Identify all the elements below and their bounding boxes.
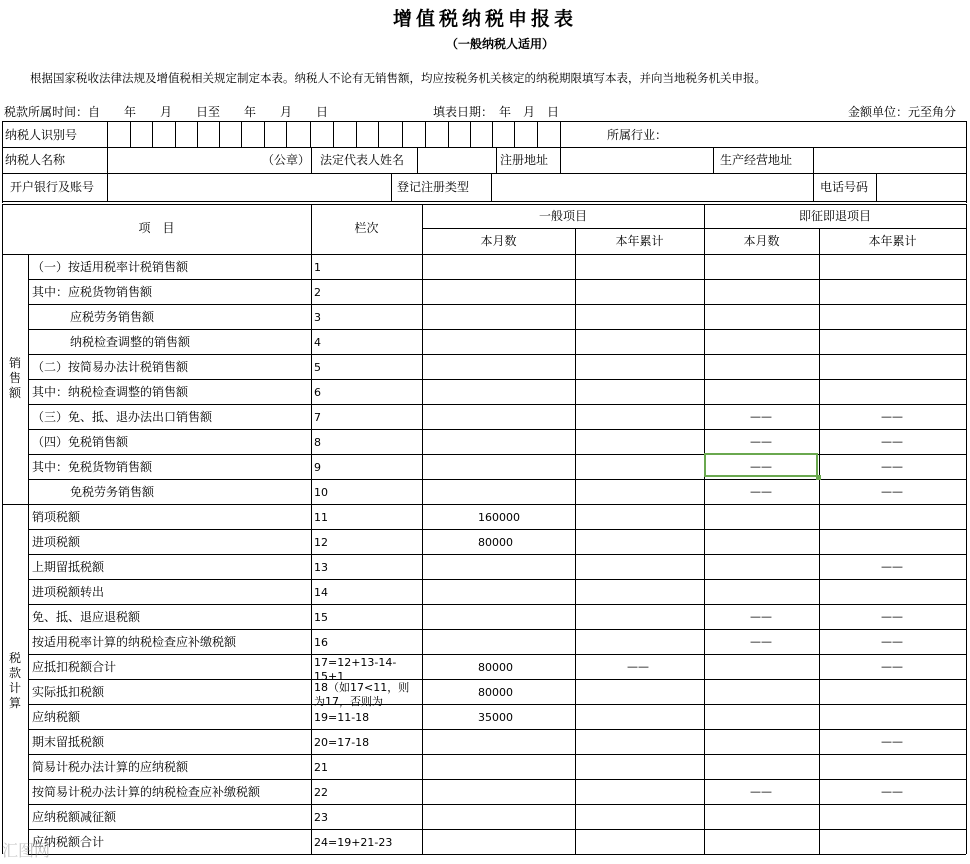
table-row-line — [28, 379, 966, 380]
refund-year-value: —— — [881, 660, 903, 673]
row-line-no: 18（如17<11，则为17，否则为 — [314, 681, 410, 708]
column-header-general-month: 本月数 — [480, 234, 517, 248]
row-label: （一）按适用税率计税销售额 — [32, 260, 189, 274]
general-month-value: 80000 — [478, 686, 513, 699]
column-header-refund-month: 本月数 — [743, 234, 780, 248]
row-line-no: 15 — [314, 611, 328, 624]
table-row-line — [28, 404, 966, 405]
refund-month-value: —— — [750, 460, 772, 473]
row-label: 免、抵、退应退税额 — [32, 610, 141, 624]
refund-year-value: —— — [881, 410, 903, 423]
row-label: 应纳税额减征额 — [32, 810, 117, 824]
grid-line-h — [2, 121, 966, 122]
refund-year-value: —— — [881, 435, 903, 448]
row-label: 进项税额 — [32, 535, 81, 549]
grid-line-v — [2, 204, 3, 854]
refund-month-value: —— — [750, 610, 772, 623]
id-digit-box — [492, 121, 493, 147]
row-line-no: 1 — [314, 261, 321, 274]
refund-year-value: —— — [881, 610, 903, 623]
grid-line-v — [491, 173, 492, 201]
row-line-no: 16 — [314, 636, 328, 649]
refund-month-value: —— — [750, 635, 772, 648]
general-month-value: 80000 — [478, 536, 513, 549]
row-label: 其中：应税货物销售额 — [32, 285, 153, 299]
row-line-no: 11 — [314, 511, 328, 524]
row-line-no: 2 — [314, 286, 321, 299]
grid-line-v — [966, 121, 967, 203]
grid-line-v — [813, 147, 814, 173]
refund-month-value: —— — [750, 485, 772, 498]
table-row-line — [28, 679, 966, 680]
grid-line-h — [422, 228, 966, 229]
grid-line-v — [417, 147, 418, 173]
row-label: 应纳税额 — [32, 710, 81, 724]
id-digit-box — [333, 121, 334, 147]
id-digit-box — [264, 121, 265, 147]
row-label: 免税劳务销售额 — [34, 485, 155, 499]
row-label: 应抵扣税额合计 — [32, 660, 117, 674]
row-label: （四）免税销售额 — [32, 435, 129, 449]
row-label: 期末留抵税额 — [32, 735, 105, 749]
grid-line-v — [966, 204, 967, 854]
refund-month-value: —— — [750, 785, 772, 798]
row-line-no: 14 — [314, 586, 328, 599]
grid-line-v — [876, 173, 877, 201]
grid-line-h — [2, 201, 966, 202]
row-line-no: 4 — [314, 336, 321, 349]
table-row-line — [28, 504, 966, 505]
section-label-sales: 售 — [8, 371, 21, 385]
taxpayer-id-label: 纳税人识别号 — [5, 128, 78, 142]
column-header-general: 一般项目 — [538, 209, 587, 223]
table-row-line — [28, 529, 966, 530]
grid-line-v — [107, 173, 108, 201]
refund-year-value: —— — [881, 460, 903, 473]
general-month-value: 35000 — [478, 711, 513, 724]
refund-month-value: —— — [750, 410, 772, 423]
table-row-line — [28, 654, 966, 655]
section-label-sales: 额 — [8, 386, 21, 400]
id-digit-box — [241, 121, 242, 147]
row-label: 按简易计税办法计算的纳税检查应补缴税额 — [32, 785, 261, 799]
row-label: 纳税检查调整的销售额 — [34, 335, 191, 349]
row-line-no: 24=19+21-23 — [314, 836, 393, 849]
row-label: 销项税额 — [32, 510, 81, 524]
id-digit-box — [152, 121, 153, 147]
table-row-line — [28, 804, 966, 805]
grid-line-v — [819, 228, 820, 854]
row-label: 实际抵扣税额 — [32, 685, 105, 699]
row-line-no: 21 — [314, 761, 328, 774]
grid-line-v — [813, 173, 814, 201]
phone-label: 电话号码 — [820, 180, 869, 194]
table-row-line — [28, 854, 966, 855]
business-address-label: 生产经营地址 — [720, 153, 793, 167]
row-line-no: 5 — [314, 361, 321, 374]
grid-line-v — [496, 147, 497, 173]
id-digit-box — [537, 121, 538, 147]
grid-line-v — [391, 173, 392, 201]
id-digit-box — [470, 121, 471, 147]
legal-rep-label: 法定代表人姓名 — [320, 153, 405, 167]
grid-line-v — [107, 147, 108, 173]
table-row-line — [28, 629, 966, 630]
refund-year-value: —— — [881, 635, 903, 648]
row-line-no: 20=17-18 — [314, 736, 370, 749]
row-label: 应税劳务销售额 — [34, 310, 155, 324]
grid-line-h — [2, 504, 28, 505]
form-instruction: 根据国家税收法律法规及增值税相关规定制定本表。纳税人不论有无销售额，均应按税务机关核定的纳税期限填写本表，并向当地税务机关申报。 — [30, 71, 766, 85]
grid-line-v — [2, 121, 3, 203]
watermark: 汇图网 — [2, 841, 51, 860]
row-line-no: 10 — [314, 486, 328, 499]
table-row-line — [28, 554, 966, 555]
refund-year-value: —— — [881, 785, 903, 798]
section-label-tax: 计 — [8, 681, 21, 695]
table-row-line — [28, 604, 966, 605]
id-digit-box — [175, 121, 176, 147]
grid-line-v — [713, 147, 714, 173]
id-digit-box — [514, 121, 515, 147]
id-digit-box — [130, 121, 131, 147]
column-header-item: 项 目 — [138, 221, 175, 235]
row-line-no: 17=12+13-14-15+1 — [314, 656, 397, 683]
refund-month-value: —— — [750, 435, 772, 448]
grid-line-v — [560, 147, 561, 173]
bank-account-label: 开户银行及账号 — [10, 180, 95, 194]
amount-unit: 金额单位：元至角分 — [848, 105, 957, 119]
table-row-line — [28, 329, 966, 330]
row-line-no: 6 — [314, 386, 321, 399]
refund-year-value: —— — [881, 735, 903, 748]
row-line-no: 9 — [314, 461, 321, 474]
row-line-no: 3 — [314, 311, 321, 324]
grid-line-h — [2, 173, 966, 174]
row-label: 简易计税办法计算的应纳税额 — [32, 760, 189, 774]
row-line-no: 19=11-18 — [314, 711, 370, 724]
selected-cell[interactable] — [704, 453, 818, 477]
refund-year-value: —— — [881, 485, 903, 498]
id-digit-box — [425, 121, 426, 147]
row-label: （二）按简易办法计税销售额 — [32, 360, 189, 374]
row-label: 进项税额转出 — [32, 585, 105, 599]
fill-handle[interactable] — [816, 475, 821, 480]
reg-address-label: 注册地址 — [500, 153, 549, 167]
table-row-line — [28, 479, 966, 480]
row-line-no: 8 — [314, 436, 321, 449]
row-label: 上期留抵税额 — [32, 560, 105, 574]
section-label-tax: 款 — [8, 666, 21, 680]
row-line-no: 23 — [314, 811, 328, 824]
id-digit-box — [197, 121, 198, 147]
table-row-line — [28, 454, 966, 455]
general-month-value: 80000 — [478, 661, 513, 674]
grid-line-v — [311, 147, 312, 173]
row-line-no: 7 — [314, 411, 321, 424]
row-line-no: 12 — [314, 536, 328, 549]
table-row-line — [28, 704, 966, 705]
column-header-line-no: 栏次 — [354, 221, 379, 235]
section-label-tax: 算 — [8, 696, 21, 710]
row-label: 其中：免税货物销售额 — [32, 460, 153, 474]
table-row-line — [28, 429, 966, 430]
grid-line-v — [575, 228, 576, 854]
column-header-refund: 即征即退项目 — [798, 209, 871, 223]
row-line-no: 22 — [314, 786, 328, 799]
row-line-no: 13 — [314, 561, 328, 574]
grid-line-h — [2, 147, 966, 148]
reg-type-label: 登记注册类型 — [397, 180, 470, 194]
table-row-line — [28, 779, 966, 780]
row-label: （三）免、抵、退办法出口销售额 — [32, 410, 213, 424]
refund-year-value: —— — [881, 560, 903, 573]
fill-date: 填表日期： 年 月 日 — [433, 105, 560, 119]
seal-label: （公章） — [262, 153, 311, 167]
industry-label: 所属行业： — [607, 128, 668, 142]
grid-line-h — [2, 204, 966, 205]
id-digit-box — [402, 121, 403, 147]
id-digit-box — [560, 121, 561, 147]
table-row-line — [28, 754, 966, 755]
section-label-tax: 税 — [8, 651, 21, 665]
tax-period: 税款所属时间：自 年 月 日至 年 月 日 — [4, 105, 329, 119]
form-title: 增值税纳税申报表 — [392, 8, 577, 30]
row-label: 应纳税额合计 — [32, 835, 105, 849]
id-digit-box — [310, 121, 311, 147]
form-subtitle: （一般纳税人适用） — [445, 37, 554, 51]
table-row-line — [28, 829, 966, 830]
id-digit-box — [286, 121, 287, 147]
grid-line-h — [2, 254, 966, 255]
column-header-refund-year: 本年累计 — [868, 234, 917, 248]
table-row-line — [28, 729, 966, 730]
id-digit-box — [356, 121, 357, 147]
id-digit-box — [107, 121, 108, 147]
section-label-sales: 销 — [8, 356, 21, 370]
taxpayer-name-label: 纳税人名称 — [5, 153, 66, 167]
column-header-general-year: 本年累计 — [615, 234, 664, 248]
id-digit-box — [448, 121, 449, 147]
table-row-line — [28, 354, 966, 355]
general-month-value: 160000 — [478, 511, 520, 524]
row-label: 其中：纳税检查调整的销售额 — [32, 385, 189, 399]
id-digit-box — [378, 121, 379, 147]
table-row-line — [28, 304, 966, 305]
general-year-value: —— — [627, 660, 649, 673]
table-row-line — [28, 279, 966, 280]
id-digit-box — [219, 121, 220, 147]
row-label: 按适用税率计算的纳税检查应补缴税额 — [32, 635, 237, 649]
table-row-line — [28, 579, 966, 580]
